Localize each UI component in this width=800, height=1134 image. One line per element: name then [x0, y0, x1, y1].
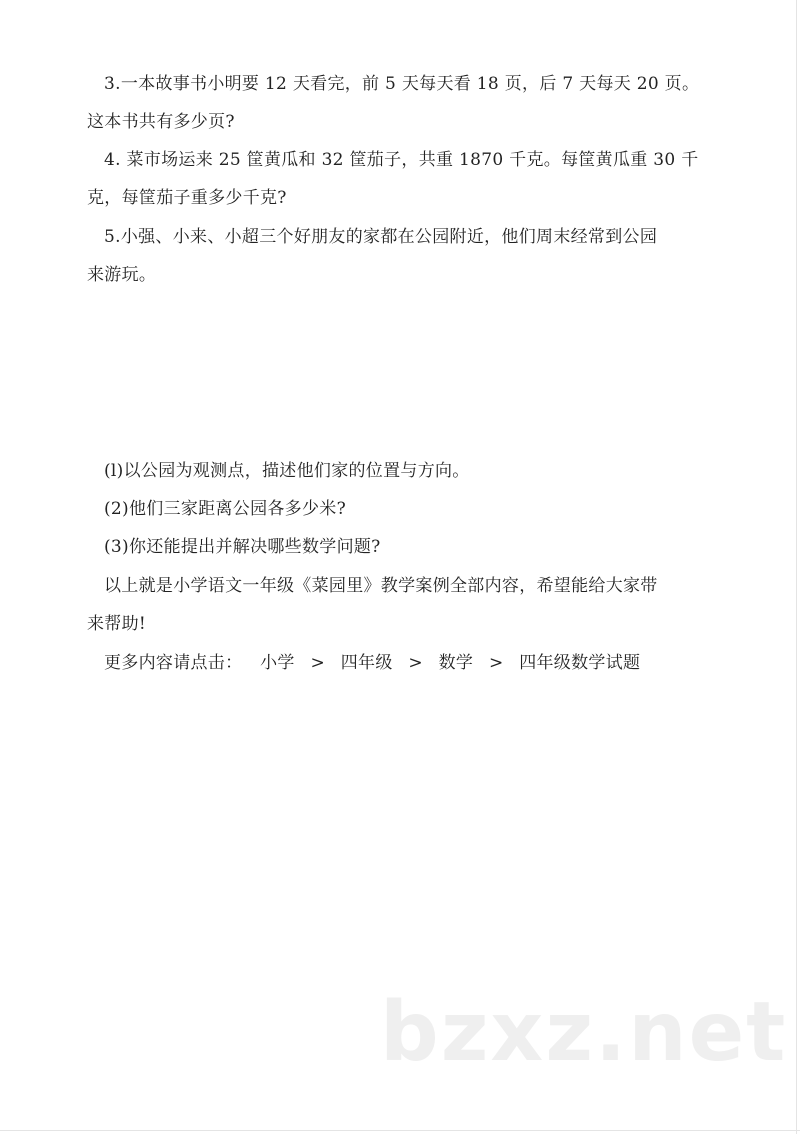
question-5-line-1: 5.小强、小来、小超三个好朋友的家都在公园附近，他们周末经常到公园 — [104, 227, 658, 247]
question-4-line-1: 4. 菜市场运来 25 筐黄瓜和 32 筐茄子，共重 1870 千克。每筐黄瓜重 30 千 — [104, 150, 699, 170]
page-edge — [796, 0, 797, 1134]
link-math[interactable]: 数学 — [438, 653, 474, 673]
more-links-label: 更多内容请点击： — [104, 653, 243, 673]
question-3-line-1: 3.一本故事书小明要 12 天看完，前 5 天每天看 18 页，后 7 天每天 20 页。 — [104, 74, 700, 94]
subquestion-3: (3)你还能提出并解决哪些数学问题? — [104, 537, 381, 557]
closing-line-2: 来帮助! — [87, 614, 147, 634]
breadcrumb-separator: > — [488, 653, 504, 673]
link-grade-four[interactable]: 四年级 — [340, 653, 393, 673]
watermark: bzxz.net — [380, 985, 788, 1080]
subquestion-1: (l)以公园为观测点，描述他们家的位置与方向。 — [104, 461, 470, 481]
subquestion-2: (2)他们三家距离公园各多少米? — [104, 499, 346, 519]
question-4-line-2: 克，每筐茄子重多少千克? — [87, 188, 287, 208]
page-bottom-edge — [0, 1130, 800, 1131]
question-5-line-2: 来游玩。 — [87, 265, 157, 285]
link-grade-four-math-tests[interactable]: 四年级数学试题 — [519, 653, 641, 673]
breadcrumb-separator: > — [408, 653, 423, 673]
closing-line-1: 以上就是小学语文一年级《菜园里》教学案例全部内容，希望能给大家带 — [104, 576, 658, 596]
question-3-line-2: 这本书共有多少页? — [87, 112, 235, 132]
link-primary-school[interactable]: 小学 — [260, 653, 295, 673]
more-links — [104, 653, 640, 673]
breadcrumb-separator: > — [310, 653, 325, 673]
